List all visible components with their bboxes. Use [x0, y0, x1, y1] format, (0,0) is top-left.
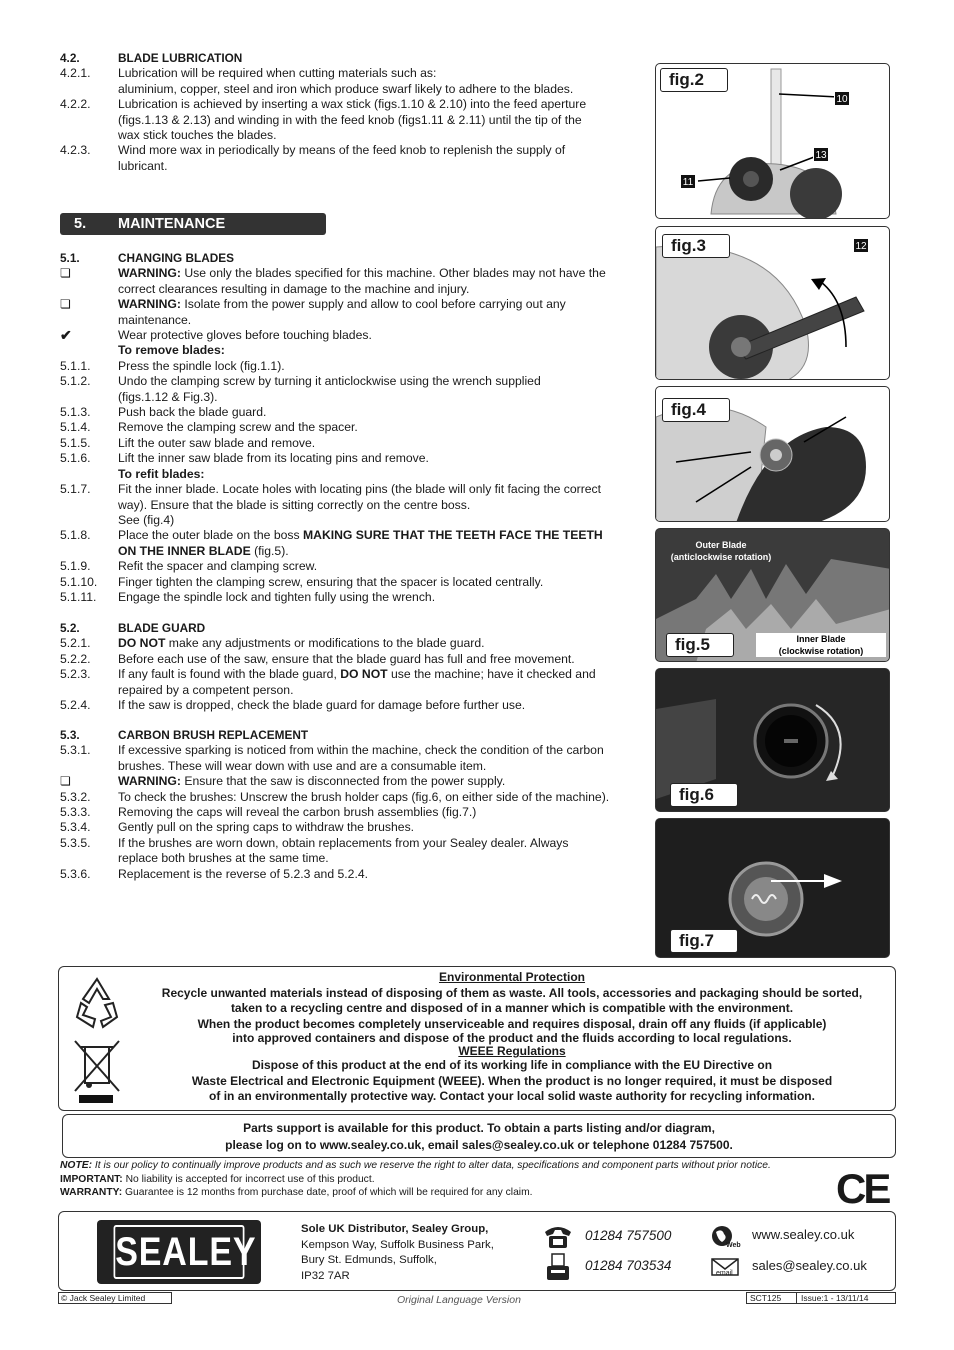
environmental-text: Environmental Protection Recycle unwanted materials instead of disposing of them as waste. All tools, accessories and packaging should be sorted, taken to a recycling centre and disposed of in a manner which is compatible with the environment. When the product becomes completely unserviceable and requires disposal, drain off any fluids (if applicable) into approved containers and dispose of the product and the fluids according to local regulations. WEEE Regulations Dispose of this product at the end of its working life in compliance with the EU Directive on Waste Electrical and Electronic Equipment (WEEE). When the product is no longer required, it must be disposed of in an environmentally protective way. Contact your local solid waste authority for recycling information. — [161, 970, 863, 1103]
sealey-logo: SEALEY — [97, 1220, 261, 1284]
warning-box-icon: ❏ — [60, 297, 71, 312]
recycle-icon — [67, 973, 127, 1033]
environmental-protection-box — [58, 966, 896, 1111]
email-link[interactable]: sales@sealey.co.uk — [752, 1258, 867, 1273]
figure-5: Outer Blade (anticlockwise rotation) Inner Blade (clockwise rotation) fig.5 — [655, 528, 890, 662]
phone-number: 01284 757500 — [585, 1228, 672, 1243]
inner-blade-label: Inner Blade (clockwise rotation) — [756, 633, 886, 657]
web-globe-icon — [710, 1224, 740, 1254]
outer-blade-label: Outer Blade (anticlockwise rotation) — [670, 540, 772, 562]
distributor-address: Sole UK Distributor, Sealey Group, Kempson Way, Suffolk Business Park, Bury St. Edmunds, Suffolk, IP32 7AR — [301, 1223, 494, 1282]
blade-lubrication-section: 4.2. BLADE LUBRICATION 4.2.1. Lubrication will be required when cutting materials such as: aluminium, copper, steel and iron which produce swarf likely to adhere to the blades. 4.2.2. Lubrication is achieved by inserting a wax stick (figs.1.10 & 2.10) into the feed aperture (figs.1.13 & 2.13) and winding in with the feed knob (figs1.11 & 2.11) until the tip of the wax stick touches the blades. 4.2.3. Wind more wax in periodically by means of the feed knob to replenish the supply of lubricant. — [60, 51, 640, 174]
carbon-brush-section: 5.3. CARBON BRUSH REPLACEMENT 5.3.1. If excessive sparking is noticed from within the machine, check the condition of the carbon brushes. These will wear down with use and are a consumable item. ❏ WARNING: Ensure that the saw is disconnected from the power supply. 5.3.2. To check the brushes: Unscrew the brush holder caps (fig.6, on either side of the machine). 5.3.3. Removing the caps will reveal the carbon brush assemblies (fig.7.) 5.3.4. Gently pull on the spring caps to withdraw the brushes. 5.3.5. If the brushes are worn down, obtain replacements from your Sealey dealer. Always replace both brushes at the same time. 5.3.6. Replacement is the reverse of 5.2.3 and 5.2.4. — [60, 728, 610, 881]
figure-2: fig.2 10 13 11 — [655, 63, 890, 219]
fax-number: 01284 703534 — [585, 1258, 672, 1273]
website-link[interactable]: www.sealey.co.uk — [752, 1227, 855, 1242]
email-icon-label: email — [716, 1270, 733, 1277]
fax-icon — [543, 1252, 573, 1282]
ce-mark: CE — [836, 1165, 889, 1212]
parts-support-box: Parts support is available for this product. To obtain a parts listing and/or diagram, please log on to www.sealey.co.uk, email sales@sealey.co.uk or telephone 01284 757500. — [62, 1114, 896, 1158]
warning-box-icon: ❏ — [60, 774, 71, 789]
telephone-icon — [543, 1224, 573, 1250]
checkmark-icon: ✔ — [60, 327, 72, 344]
figure-4: fig.4 — [655, 386, 890, 522]
changing-blades-section: 5.1. CHANGING BLADES ❏ WARNING: Use only the blades specified for this machine. Other blades may not have the correct clearances resulting in damage to the machine and injury. ❏ WARNING: Isolate from the power supply and allow to cool before carrying out any maintenance. ✔ Wear protective gloves before touching blades. To remove blades: 5.1.1. Press the spindle lock (fig.1.1). 5.1.2. Undo the clamping screw by turning it anticlockwise using the wrench supplied (figs.1.12 & Fig.3). 5.1.3. Push back the blade guard. 5.1.4. Remove the clamping screw and the spacer. 5.1.5. Lift the outer saw blade and remove. 5.1.6. Lift the inner saw blade from its locating pins and remove. To refit blades: 5.1.7. Fit the inner blade. Locate holes with locating pins (the blade will only fit facing the correct way). Ensure that the blade is sitting correctly on the centre boss. See (fig.4) 5.1.8. Place the outer blade on the boss MAKING SURE THAT THE TEETH FACE THE TEETH ON THE INNER BLADE (fig.5). 5.1.9. Refit the spacer and clamping screw. 5.1.10. Finger tighten the clamping screw, ensuring that the spacer is located centrally. 5.1.11. Engage the spindle lock and tighten fully using the wrench. — [60, 251, 606, 604]
web-icon-label: Web — [726, 1242, 741, 1249]
weee-bin-icon — [69, 1037, 129, 1109]
blade-guard-section: 5.2. BLADE GUARD 5.2.1. DO NOT make any adjustments or modifications to the blade guard. 5.2.2. Before each use of the saw, ensure that the blade guard has full and free movement. 5.2.3. If any fault is found with the blade guard, DO NOT use the machine; have it checked and repaired by a competent person. 5.2.4. If the saw is dropped, check the blade guard for damage before further use. — [60, 621, 596, 713]
original-language-note: Original Language Version — [397, 1294, 521, 1306]
maintenance-section-bar: 5. MAINTENANCE — [60, 213, 326, 235]
notes-block: NOTE: It is our policy to continually improve products and as such we reserve the right to alter data, specifications and component parts without prior notice. IMPORTANT: No liability is accepted for incorrect use of this product. WARRANTY: Guarantee is 12 months from purchase date, proof of which will be required for any claim. — [60, 1160, 771, 1198]
warning-box-icon: ❏ — [60, 266, 71, 281]
figure-3: fig.3 12 — [655, 226, 890, 380]
section-heading: BLADE LUBRICATION — [118, 51, 243, 65]
issue-info: SCT125 Issue:1 - 13/11/14 — [746, 1292, 896, 1304]
figure-6: fig.6 — [655, 668, 890, 812]
footer-box — [58, 1211, 896, 1291]
copyright: © Jack Sealey Limited — [58, 1292, 172, 1304]
figure-7: fig.7 — [655, 818, 890, 958]
